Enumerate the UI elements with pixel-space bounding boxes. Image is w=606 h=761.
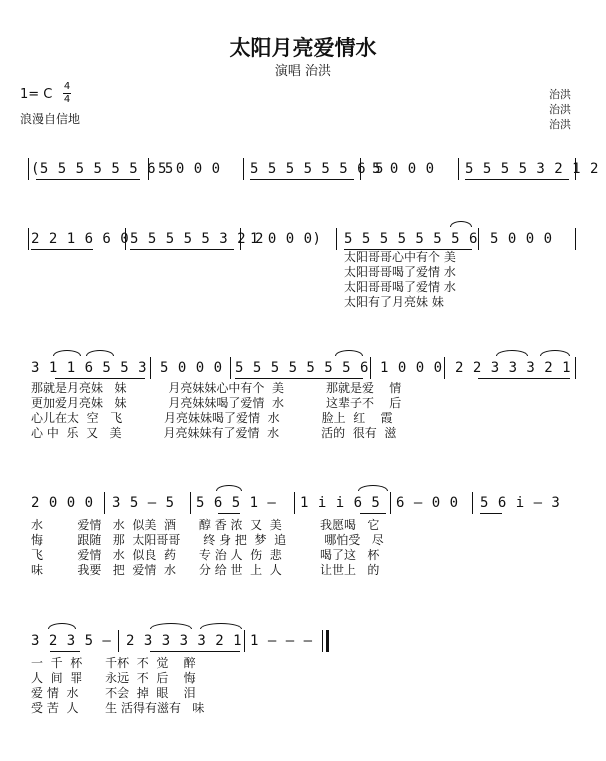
beam	[465, 179, 569, 180]
lyric-line: 那就是月亮妹 妹 月亮妹妹心中有个 美 那就是爱 情	[31, 381, 402, 395]
barline	[190, 492, 191, 514]
beam	[478, 378, 570, 379]
tie-slur	[216, 485, 242, 491]
barline	[390, 492, 391, 514]
lyric-line: 水 爱情 水 似美 酒 醇 香 浓 又 美 我愿喝 它	[31, 518, 380, 532]
measure: (5 5 5 5 5 5 6 5	[31, 161, 174, 177]
final-barline-thick	[326, 630, 329, 652]
barline	[575, 158, 576, 180]
barline	[472, 492, 473, 514]
barline	[244, 630, 245, 652]
beam	[480, 513, 502, 514]
barline	[230, 357, 231, 379]
barline	[336, 228, 337, 250]
measure: 3 5 – 5	[112, 495, 175, 511]
lyric-line: 更加爱月亮妹 妹 月亮妹妹喝了爱情 水 这辈子不 后	[31, 396, 402, 410]
beam	[36, 179, 140, 180]
barline	[240, 228, 241, 250]
beam	[31, 249, 93, 250]
lyric-line: 悔 跟随 那 太阳哥哥 终 身 把 梦 追 哪怕受 尽	[31, 533, 384, 547]
lyric-line: 太阳哥哥心中有个 美	[344, 250, 456, 264]
barline	[294, 492, 295, 514]
tie-slur	[358, 485, 388, 491]
lyric-line: 心 中 乐 又 美 月亮妹妹有了爱情 水 活的 很有 滋	[31, 426, 397, 440]
tie-slur	[48, 623, 76, 629]
beam	[55, 378, 145, 379]
lyric-line: 人 间 罪 永远 不 后 悔	[31, 671, 196, 685]
barline	[444, 357, 445, 379]
tie-slur	[86, 350, 114, 356]
beam	[235, 378, 363, 379]
measure: 5 5 5 5 5 5 5 6	[235, 360, 369, 376]
beam	[250, 179, 354, 180]
barline	[575, 228, 576, 250]
barline	[370, 357, 371, 379]
measure: 5 0 0 0	[490, 231, 553, 247]
lyric-line: 受 苦 人 生 活得有滋有 味	[31, 701, 205, 715]
measure: 5 5 5 5 5 3 2 2	[130, 231, 264, 247]
measure: 2 2 1 6 6 0	[31, 231, 130, 247]
measure: 3 1 1 6 5 5 3	[31, 360, 148, 376]
barline	[28, 228, 29, 250]
barline	[125, 228, 126, 250]
measure: 2 0 0 0	[31, 495, 94, 511]
tie-slur	[540, 350, 570, 356]
barline	[118, 630, 119, 652]
lyric-line: 心儿在太 空 飞 月亮妹妹喝了爱情 水 脸上 红 霞	[31, 411, 393, 425]
barline	[104, 492, 105, 514]
measure: 5 5 5 5 5 5 6 5	[250, 161, 384, 177]
tie-slur	[496, 350, 528, 356]
beam	[150, 651, 240, 652]
beam	[360, 513, 386, 514]
measure: 5 5 5 5 3 2 1 2	[465, 161, 599, 177]
lyric-line: 飞 爱情 水 似良 药 专 治 人 伤 悲 喝了这 杯	[31, 548, 380, 562]
tie-slur	[150, 623, 192, 629]
lyric-line: 味 我要 把 爱情 水 分 给 世 上 人 让世上 的	[31, 563, 380, 577]
lyric-line: 太阳有了月亮妹 妹	[344, 295, 444, 309]
measure: 2 3 3 3 3 2 1	[126, 633, 243, 649]
beam	[50, 651, 80, 652]
tie-slur	[450, 221, 472, 227]
performer-line: 演唱 治洪	[274, 64, 332, 79]
measure: 6 – 0 0	[396, 495, 459, 511]
final-barline	[322, 630, 323, 652]
measure: 5 0 0 0	[372, 161, 435, 177]
tie-slur	[335, 350, 363, 356]
lyric-line: 一 千 杯 千杯 不 觉 醉	[31, 656, 196, 670]
key-signature: 1= C	[20, 87, 53, 102]
lyrics-block	[31, 656, 204, 716]
measure: 1 – – –	[250, 633, 313, 649]
measure: 5 0 0 0	[160, 360, 223, 376]
measure: 1 0 0 0	[380, 360, 443, 376]
measure: 1 i i 6 5	[300, 495, 381, 511]
tempo-style: 浪漫自信地	[20, 112, 81, 126]
barline	[148, 158, 149, 180]
lyric-line: 太阳哥哥喝了爱情 水	[344, 280, 456, 294]
measure: 2 2 3 3 3 2 1	[455, 360, 572, 376]
barline	[575, 357, 576, 379]
lyric-line: 爱 情 水 不会 掉 眼 泪	[31, 686, 196, 700]
measure: 5 6 i – 3	[480, 495, 561, 511]
beam	[130, 249, 234, 250]
barline	[478, 228, 479, 250]
measure: 1 0 0 0)	[250, 231, 322, 247]
measure: 5 5 5 5 5 5 5 6	[344, 231, 478, 247]
measure: 5 6 5 1 –	[196, 495, 277, 511]
time-signature-top: 4	[63, 81, 71, 92]
barline	[150, 357, 151, 379]
lyrics-block	[31, 381, 401, 441]
lyrics-block	[31, 518, 384, 578]
tie-slur	[200, 623, 242, 629]
measure: 5 0 0 0	[158, 161, 221, 177]
lyric-line: 太阳哥哥喝了爱情 水	[344, 265, 456, 279]
lyrics-block	[344, 250, 456, 310]
credit-lyricist: 治洪	[549, 88, 571, 101]
barline	[28, 158, 29, 180]
credit-arranger: 治洪	[549, 118, 571, 131]
barline	[360, 158, 361, 180]
measure: 3 2 3 5 –	[31, 633, 112, 649]
song-title: 太阳月亮爱情水	[229, 36, 377, 60]
barline	[243, 158, 244, 180]
credit-composer: 治洪	[549, 103, 571, 116]
barline	[458, 158, 459, 180]
time-signature-bottom: 4	[63, 94, 71, 105]
beam	[218, 513, 240, 514]
time-signature	[62, 82, 72, 105]
tie-slur	[53, 350, 81, 356]
